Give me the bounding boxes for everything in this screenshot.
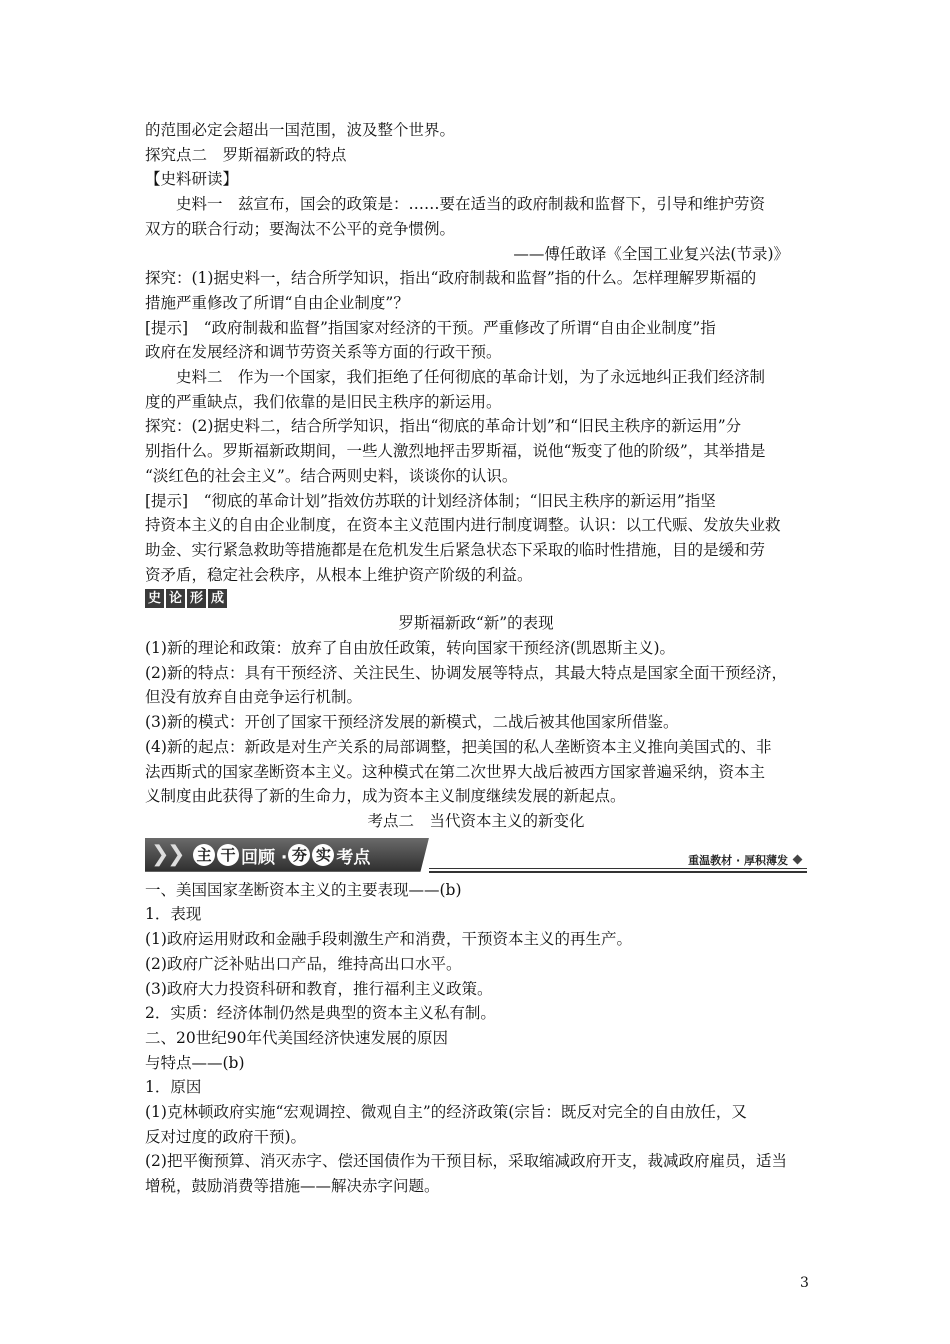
history-conclusion-badge (145, 588, 807, 609)
block-title: 罗斯福新政“新”的表现 (398, 614, 554, 633)
banner-char: 实 (312, 844, 334, 866)
text-line: 双方的联合行动；要淘汰不公平的竞争惯例。 (145, 219, 456, 238)
text-line: (2)政府广泛补贴出口产品，维持高出口水平。 (145, 954, 462, 973)
citation: ——傅任敢译《全国工业复兴法(节录)》 (513, 244, 789, 263)
text-line: 资矛盾，稳定社会秩序，从根本上维护资产阶级的利益。 (145, 565, 533, 584)
banner-end-text: 考点 (336, 847, 371, 868)
text-line: 反对过度的政府干预)。 (145, 1127, 307, 1146)
banner-char: 夯 (288, 844, 310, 866)
banner-slogan: 重温教材 · 厚积薄发 (688, 852, 801, 868)
text-line: (3)新的模式：开创了国家干预经济发展的新模式，二战后被其他国家所借鉴。 (145, 713, 679, 732)
text-line: [提示] “彻底的革命计划”指效仿苏联的计划经济体制；“旧民主秩序的新运用”指坚 (145, 491, 716, 510)
banner-rule (429, 871, 807, 873)
text-line: 史料一 兹宣布，国会的政策是：……要在适当的政府制裁和监督下，引导和维护劳资 (176, 195, 766, 214)
text-line: “淡红色的社会主义”。结合两则史料，谈谈你的认识。 (145, 466, 518, 485)
text-line: 措施严重修改了所谓“自由企业制度”？ (145, 293, 409, 312)
text-line: (1)克林顿政府实施“宏观调控、微观自主”的经济政策(宗旨：既反对完全的自由放任，又 (145, 1103, 747, 1122)
text-line: 度的严重缺点，我们依靠的是旧民主秩序的新运用。 (145, 392, 502, 411)
text-line: 探究：(1)据史料一，结合所学知识，指出“政府制裁和监督”指的什么。怎样理解罗斯福的 (145, 269, 757, 288)
text-line: 与特点——(b) (145, 1053, 245, 1072)
text-line: (4)新的起点：新政是对生产关系的局部调整，把美国的私人垄断资本主义推向美国式的、非 (145, 737, 772, 756)
text-line: 政府在发展经济和调节劳资关系等方面的行政干预。 (145, 343, 502, 362)
page-content (145, 118, 807, 1199)
section-banner (145, 838, 807, 872)
text-line: 1．表现 (145, 905, 202, 924)
text-line: (2)把平衡预算、消灭赤字、偿还国债作为干预目标，采取缩减政府开支，裁减政府雇员，适当 (145, 1152, 787, 1171)
text-line: [提示] “政府制裁和监督”指国家对经济的干预。严重修改了所谓“自由企业制度”指 (145, 318, 716, 337)
subsection-heading: 【史料研读】 (145, 170, 239, 189)
banner-char: 干 (217, 844, 239, 866)
text-line: 史料二 作为一个国家，我们拒绝了任何彻底的革命计划，为了永远地纠正我们经济制 (176, 368, 766, 387)
text-line: 1．原因 (145, 1078, 202, 1097)
text-line: (3)政府大力投资科研和教育，推行福利主义政策。 (145, 979, 493, 998)
banner-mid-text: 回顾 · (241, 847, 288, 868)
text-line: 但没有放弃自由竞争运行机制。 (145, 688, 363, 707)
text-line: 助金、实行紧急救助等措施都是在危机发生后紧急状态下采取的临时性措施，目的是缓和劳 (145, 540, 766, 559)
badge-char: 史 (145, 589, 164, 608)
chevron-right-icon: ❯ (167, 841, 186, 867)
text-line: 探究：(2)据史料二，结合所学知识，指出“彻底的革命计划”和“旧民主秩序的新运用”分 (145, 417, 742, 436)
badge-char: 成 (208, 589, 227, 608)
text-line: 别指什么。罗斯福新政期间，一些人激烈地抨击罗斯福，说他“叛变了他的阶级”，其举措是 (145, 442, 766, 461)
text-line: (2)新的特点：具有干预经济、关注民生、协调发展等特点，其最大特点是国家全面干预经济， (145, 663, 787, 682)
banner-char: 主 (193, 844, 215, 866)
text-line: 法西斯式的国家垄断资本主义。这种模式在第二次世界大战后被西方国家普遍采纳，资本主 (145, 762, 766, 781)
page-number: 3 (800, 1275, 809, 1291)
text-line: (1)新的理论和政策：放弃了自由放任政策，转向国家干预经济(凯恩斯主义)。 (145, 639, 676, 658)
badge-char: 形 (187, 589, 206, 608)
banner-title (193, 843, 370, 868)
text-line: (1)政府运用财政和金融手段刺激生产和消费，干预资本主义的再生产。 (145, 930, 632, 949)
banner-rule (429, 868, 807, 869)
text-line: 持资本主义的自由企业制度，在资本主义范围内进行制度调整。认识：以工代赈、发放失业救 (145, 516, 781, 535)
chevron-right-icon: ❯ (151, 841, 170, 867)
exam-point-title: 考点二 当代资本主义的新变化 (367, 811, 585, 830)
text-line: 一、美国国家垄断资本主义的主要表现——(b) (145, 880, 462, 899)
section-heading: 探究点二 罗斯福新政的特点 (145, 145, 347, 164)
text-line: 2．实质：经济体制仍然是典型的资本主义私有制。 (145, 1004, 496, 1023)
badge-char: 论 (166, 589, 185, 608)
diamond-icon (793, 854, 803, 864)
text-line: 二、20世纪90年代美国经济快速发展的原因 (145, 1028, 448, 1047)
text-line: 的范围必定会超出一国范围，波及整个世界。 (145, 121, 456, 139)
text-line: 义制度由此获得了新的生命力，成为资本主义制度继续发展的新起点。 (145, 787, 626, 806)
text-line: 增税，鼓励消费等措施——解决赤字问题。 (145, 1177, 440, 1196)
